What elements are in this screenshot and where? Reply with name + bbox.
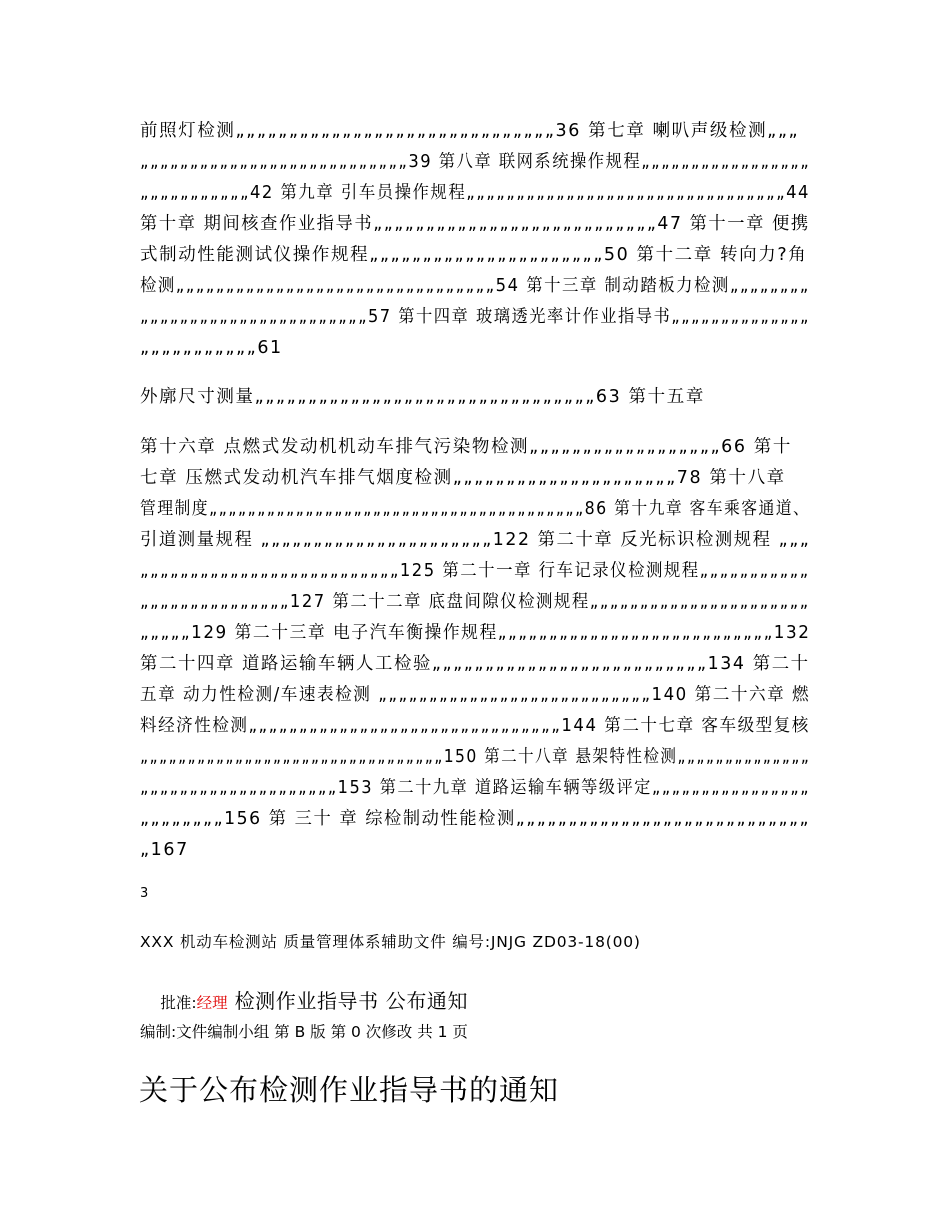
approval-label: 批准: — [160, 994, 197, 1012]
approval-title: 检测作业指导书 公布通知 — [234, 989, 469, 1013]
toc-line: „„„„„„„„„„„„„„„„„„„„„„„„„„„„„„„„150 第二十八章 悬架特性检测„„„„„„„„„„„„„„ — [140, 747, 811, 767]
toc-line: 前照灯检测„„„„„„„„„„„„„„„„„„„„„„„„„„„„„„36 第七章 喇叭声级检测„„„ — [140, 121, 800, 141]
toc-line: „„„„„„„„„„„„„„„„„„„„153 第二十九章 道路运输车辆等级评定„„„„„„„„„„„„„„„„ — [140, 778, 811, 798]
notice-title: 关于公布检测作业指导书的通知 — [139, 1073, 560, 1107]
document-header: XXX 机动车检测站 质量管理体系辅助文件 编号:JNJG ZD03-18(00) — [140, 933, 641, 951]
toc-line: 第二十四章 道路运输车辆人工检验„„„„„„„„„„„„„„„„„„„„„„„„„„134 第二十 — [140, 654, 810, 674]
page-number: 3 — [140, 886, 149, 901]
approver-name: 经理 — [196, 994, 228, 1012]
toc-line: „„„„„„„„„„„„„„„„„„„„„„„„„„125 第二十一章 行车记录仪检测规程„„„„„„„„„„„ — [140, 561, 810, 581]
toc-line: 第十六章 点燃式发动机机动车排气污染物检测„„„„„„„„„„„„„„„„„„66 第十 — [140, 437, 792, 457]
toc-line: 外廓尺寸测量„„„„„„„„„„„„„„„„„„„„„„„„„„„„„„„„63 第十五章 — [140, 387, 705, 407]
toc-line: 五章 动力性检测/车速表检测 „„„„„„„„„„„„„„„„„„„„„„„„„„„140 第二十六章 燃 — [140, 685, 811, 705]
toc-line: 检测„„„„„„„„„„„„„„„„„„„„„„„„„„„„„„„„54 第十三章 制动踏板力检测„„„„„„„„ — [140, 276, 810, 296]
toc-line: „„„„„„„„„„„42 第九章 引车员操作规程„„„„„„„„„„„„„„„„„„„„„„„„„„„„„„„„44 — [140, 183, 810, 203]
toc-line: „„„„„„„„„„„„„„„„„„„„„„„57 第十四章 玻璃透光率计作业指导书„„„„„„„„„„„„„„ — [140, 307, 810, 327]
toc-line: 七章 压燃式发动机汽车排气烟度检测„„„„„„„„„„„„„„„„„„„„„78 第十八章 — [140, 468, 786, 488]
toc-line: „„„„„129 第二十三章 电子汽车衡操作规程„„„„„„„„„„„„„„„„„„„„„„„„„„„132 — [140, 623, 811, 643]
toc-line: 第十章 期间核查作业指导书„„„„„„„„„„„„„„„„„„„„„„„„„„„47 第十一章 便携 — [140, 214, 810, 234]
toc-line: 管理制度„„„„„„„„„„„„„„„„„„„„„„„„„„„„„„„„„„„„„„„86 第十九章 客车乘客通道、 — [140, 499, 811, 519]
toc-line: „167 — [140, 840, 189, 860]
editor-line: 编制:文件编制小组 第 B 版 第 0 次修改 共 1 页 — [140, 1023, 468, 1041]
toc-line: „„„„„„„„„„„„„„„127 第二十二章 底盘间隙仪检测规程„„„„„„„„„„„„„„„„„„„„„„ — [140, 592, 810, 612]
toc-line: „„„„„„„„„„„„„„„„„„„„„„„„„„„39 第八章 联网系统操作规程„„„„„„„„„„„„„„„„„ — [140, 152, 811, 172]
toc-line: „„„„„„„„„„„61 — [140, 338, 283, 358]
toc-line: 引道测量规程 „„„„„„„„„„„„„„„„„„„„„„122 第二十章 反光标识检测规程 „„„ — [140, 530, 811, 550]
toc-line: 式制动性能测试仪操作规程„„„„„„„„„„„„„„„„„„„„„„50 第十二章 转向力?角 — [140, 245, 808, 265]
toc-line: „„„„„„„„156 第 三十 章 综检制动性能检测„„„„„„„„„„„„„„„„„„„„„„„„„„„„ — [140, 809, 811, 829]
toc-line: 料经济性检测„„„„„„„„„„„„„„„„„„„„„„„„„„„„„„„144 第二十七章 客车级型复核 — [140, 716, 810, 736]
